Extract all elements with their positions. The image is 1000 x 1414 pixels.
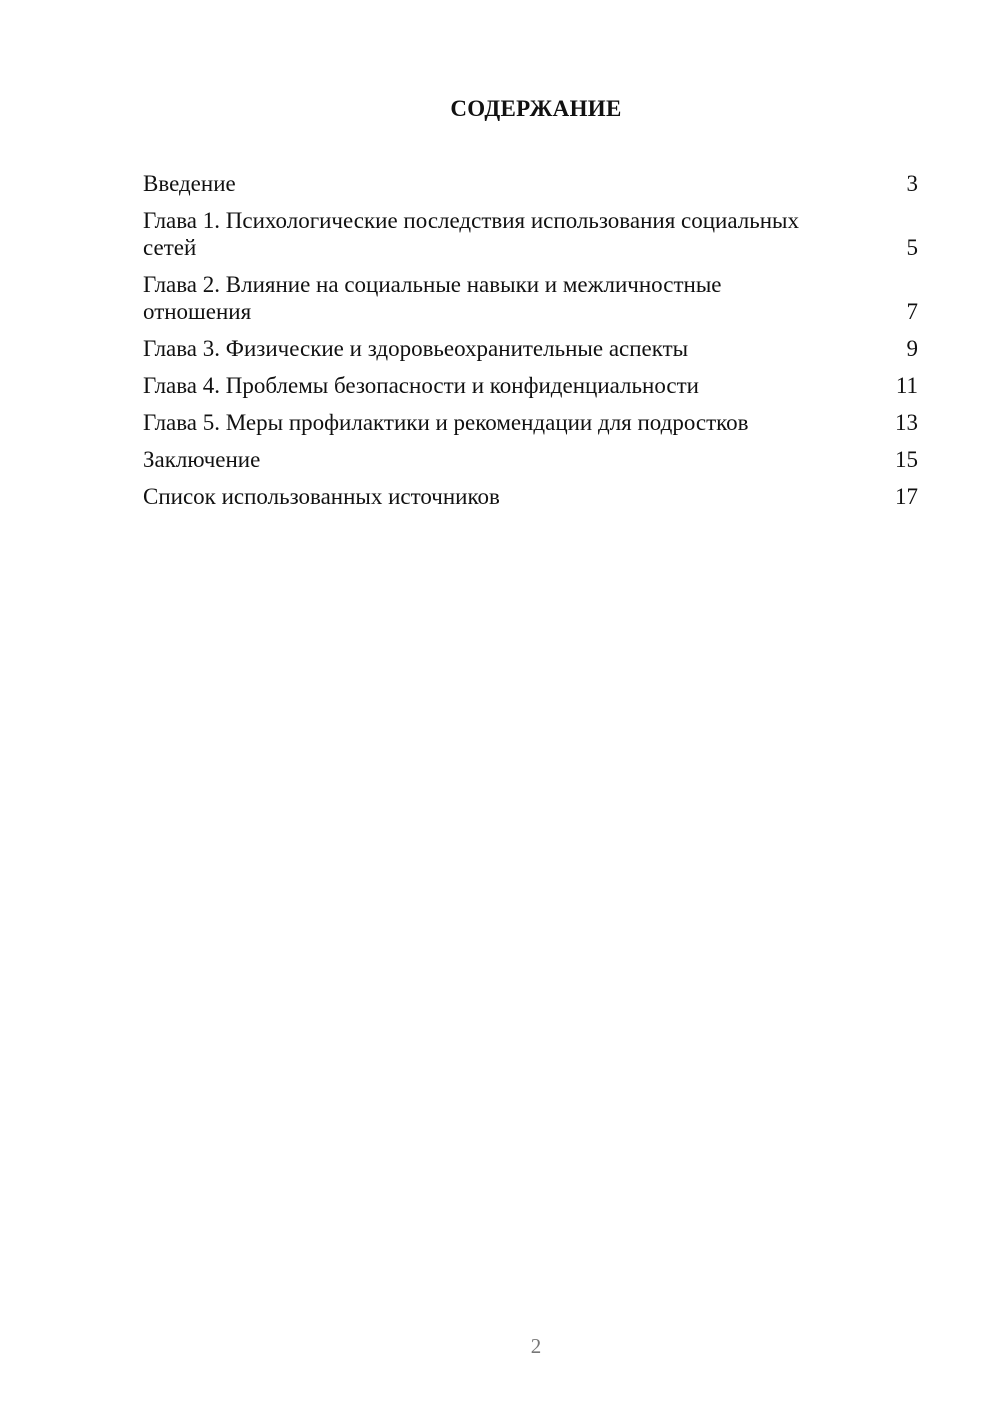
toc-entry-page: 13	[895, 410, 918, 435]
toc-entry-page: 11	[895, 373, 918, 398]
toc-entry-title: Заключение	[143, 447, 261, 472]
toc-entry-title: Глава 1. Психологические последствия использования социальных сетей	[143, 208, 799, 260]
table-of-contents	[143, 170, 918, 520]
toc-entry	[143, 446, 918, 473]
toc-entry	[143, 207, 918, 261]
toc-entry	[143, 335, 918, 362]
toc-entry-page: 5	[906, 235, 918, 260]
toc-entry	[143, 409, 918, 436]
toc-entry-title: Введение	[143, 171, 236, 196]
toc-entry-title: Глава 2. Влияние на социальные навыки и межличностные отношения	[143, 272, 722, 324]
toc-entry	[143, 483, 918, 510]
page-number: 2	[530, 1334, 542, 1358]
toc-entry-title: Глава 5. Меры профилактики и рекомендации для подростков	[143, 410, 749, 435]
toc-entry	[143, 372, 918, 399]
page-title: СОДЕРЖАНИЕ	[450, 96, 622, 121]
toc-entry-page: 3	[906, 171, 918, 196]
toc-entry-page: 17	[895, 484, 918, 509]
toc-entry-page: 9	[906, 336, 918, 361]
toc-entry-title: Список использованных источников	[143, 484, 500, 509]
toc-entry-title: Глава 4. Проблемы безопасности и конфиденциальности	[143, 373, 699, 398]
toc-entry-page: 15	[895, 447, 918, 472]
toc-entry-title: Глава 3. Физические и здоровьеохранительные аспекты	[143, 336, 689, 361]
toc-entry-page: 7	[906, 299, 918, 324]
toc-entry	[143, 170, 918, 197]
toc-entry	[143, 271, 918, 325]
